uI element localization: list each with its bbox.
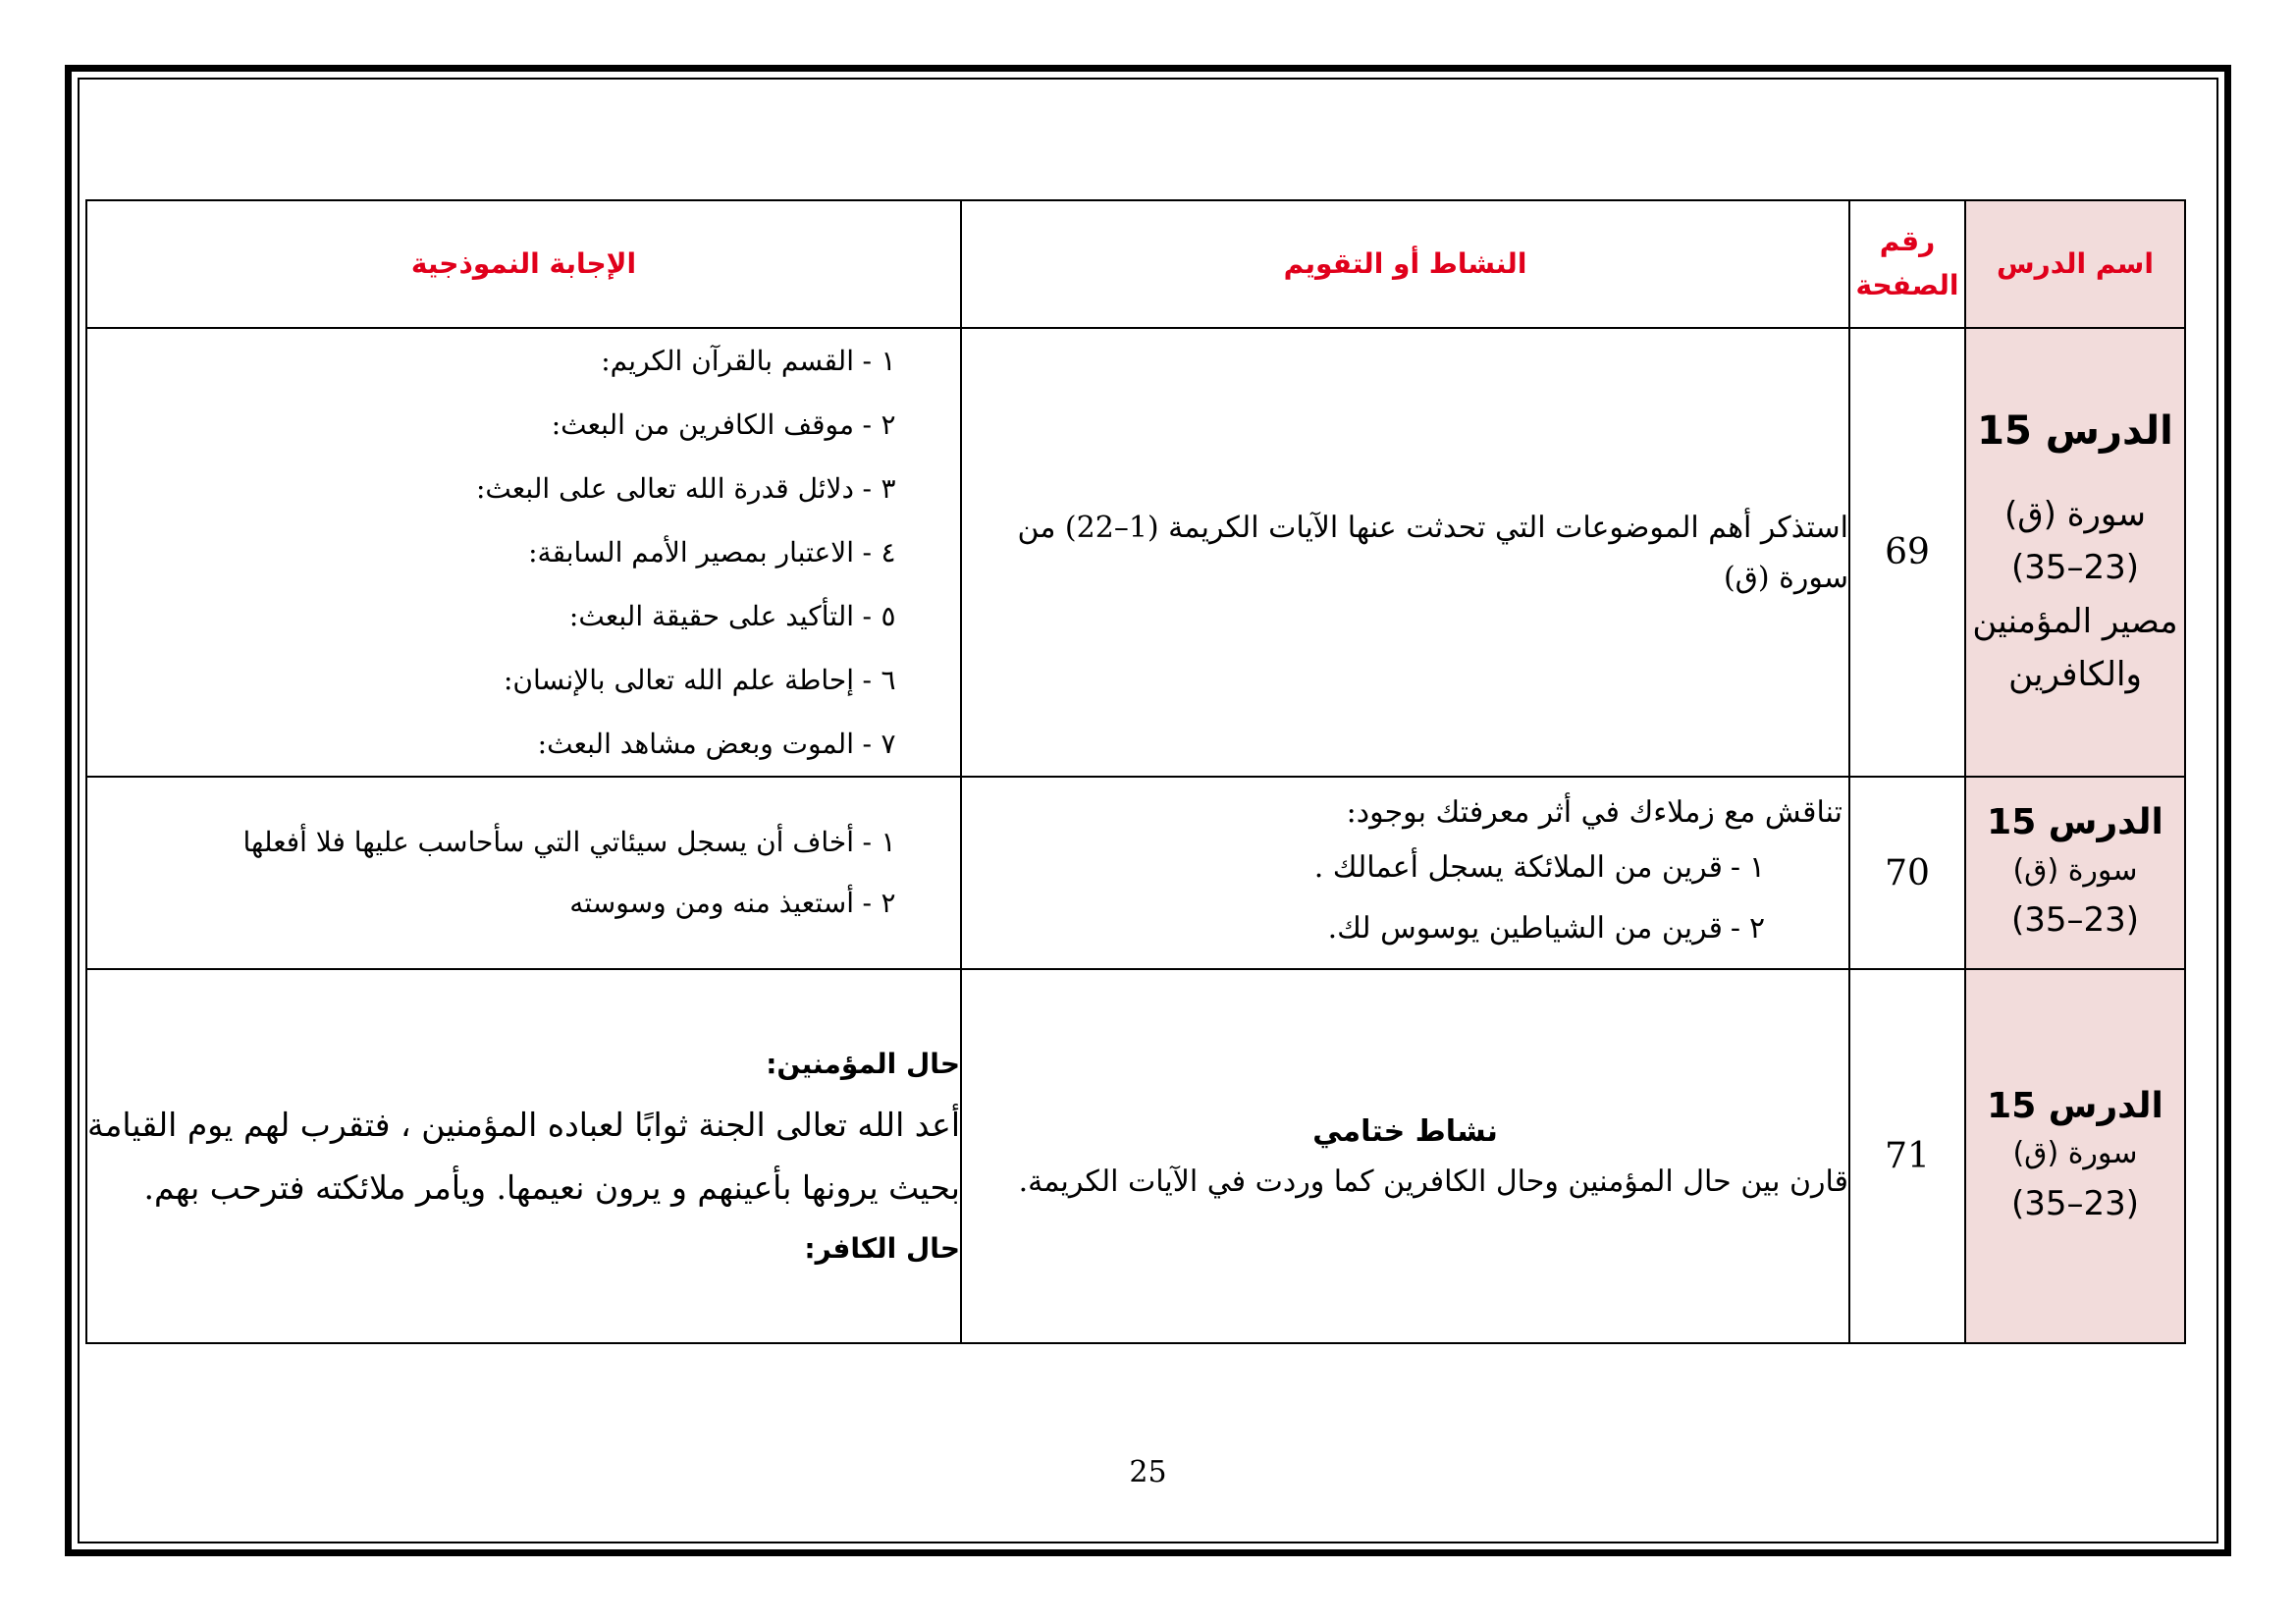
table-row (86, 328, 2185, 777)
lesson-name-cell (1965, 328, 2185, 777)
list-item: ٢ - موقف الكافرين من البعث: (551, 408, 896, 441)
activity-cell (961, 969, 1849, 1343)
answer-cell (86, 328, 961, 777)
table-row (86, 777, 2185, 969)
list-item: ٤ - الاعتبار بمصير الأمم السابقة: (528, 536, 896, 568)
list-item: ٣ - دلائل قدرة الله تعالى على البعث: (475, 472, 896, 505)
lesson-name-cell (1965, 969, 2185, 1343)
page-number-cell: 70 (1849, 777, 1965, 969)
answer-cell (86, 777, 961, 969)
page-number-cell: 71 (1849, 969, 1965, 1343)
list-item: ٥ - التأكيد على حقيقة البعث: (568, 600, 896, 632)
answer-heading-believers: حال المؤمنين: (766, 1047, 960, 1080)
table-header-row (86, 200, 2185, 328)
list-item: ٦ - إحاطة علم الله تعالى بالإنسان: (503, 664, 896, 696)
header-activity: النشاط أو التقويم (961, 200, 1849, 328)
activity-intro: تناقش مع زملاءك في أثر معرفتك بوجود: (1346, 794, 1842, 830)
lesson-surah: سورة (ق) (2003, 494, 2146, 534)
header-model-answer: الإجابة النموذجية (86, 200, 961, 328)
activity-text: قارن بين حال المؤمنين وحال الكافرين كما وردت في الآيات الكريمة. (1018, 1164, 1848, 1199)
lesson-title: الدرس 15 (1987, 1085, 2163, 1126)
lesson-title: الدرس 15 (1987, 802, 2163, 843)
list-item: ١ - أخاف أن يسجل سيئاتي التي سأحاسب عليها فلا أفعلها (242, 826, 896, 858)
activity-list (962, 838, 1848, 959)
lesson-surah: سورة (ق) (2012, 852, 2138, 888)
answer-cell (86, 969, 961, 1343)
lesson-verses: (23–35) (2010, 900, 2140, 941)
lesson-surah: سورة (ق) (2012, 1136, 2138, 1171)
activity-cell (961, 777, 1849, 969)
list-item: ٢ - قرين من الشياطين يوسوس لك. (1327, 910, 1766, 946)
activity-cell (961, 328, 1849, 777)
list-item: ٢ - أستعيذ منه ومن وسوسته (569, 887, 896, 919)
answer-heading-disbeliever: حال الكافر: (804, 1231, 960, 1265)
activity-heading: نشاط ختامي (1312, 1113, 1498, 1149)
list-item: ١ - القسم بالقرآن الكريم: (601, 345, 896, 377)
lesson-topic-line1: مصير المؤمنين (1972, 601, 2178, 641)
lesson-verses: (23–35) (2010, 1183, 2140, 1223)
list-item: ١ - قرين من الملائكة يسجل أعمالك . (1313, 849, 1766, 885)
lesson-title: الدرس 15 (1977, 407, 2173, 454)
page-number-cell: 69 (1849, 328, 1965, 777)
answer-list (87, 329, 960, 776)
lessons-table (85, 199, 2186, 1344)
page-number: 25 (1129, 1455, 1167, 1489)
list-item: ٧ - الموت وبعض مشاهد البعث: (537, 728, 896, 760)
table-row (86, 969, 2185, 1343)
lesson-topic-line2: والكافرين (2008, 654, 2142, 694)
header-lesson-name: اسم الدرس (1965, 200, 2185, 328)
lesson-name-cell (1965, 777, 2185, 969)
header-page-number: رقم الصفحة (1849, 200, 1965, 328)
lesson-verses: (23–35) (2010, 548, 2140, 588)
answer-list (87, 812, 960, 934)
activity-text: استذكر أهم الموضوعات التي تحدثت عنها الآيات الكريمة (1–22) من سورة (ق) (1017, 510, 1848, 595)
answer-paragraph: أعد الله تعالى الجنة ثوابًا لعباده المؤمنين ، فتقرب لهم يوم القيامة بحيث يرونها بأعينهم و يرون نعيمها. ويأمر ملائكته فترحب بهم. (87, 1105, 960, 1207)
